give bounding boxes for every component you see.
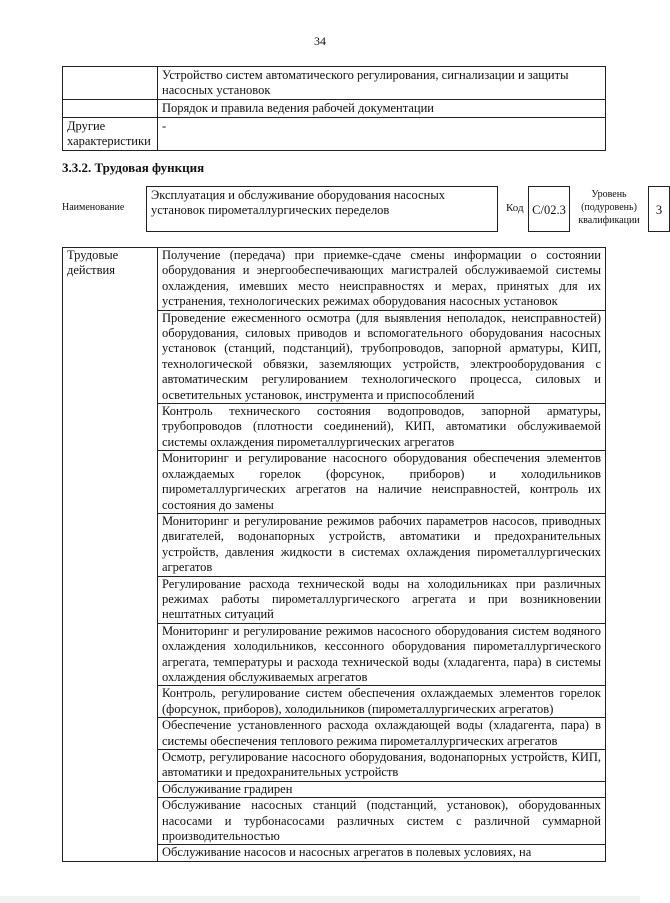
row-text: - <box>158 118 606 151</box>
section-title: 3.3.2. Трудовая функция <box>62 160 205 175</box>
function-header <box>62 186 663 234</box>
labor-action: Мониторинг и регулирование насосного оборудования обеспечения элементов охлаждаемых горелок (форсунок, приборов) и холодильников пирометаллургических агрегатов на наличие неисправностей, контроль их состояния до замены <box>158 451 606 514</box>
labor-action: Контроль, регулирование систем обеспечения охлаждаемых элементов горелок (форсунок, приборов), холодильников (пирометаллургических агрегатов) <box>158 686 606 718</box>
labor-action: Обслуживание насосов и насосных агрегатов в полевых условиях, на <box>158 845 606 861</box>
labor-action: Получение (передача) при приемке-сдаче смены информации о состоянии оборудования и энергообеспечивающих магистралей обслуживаемой системы охлаждения, имевших место неисправностях и мерах, принятых для их устранения, технологических режимах оборудования насосных установок <box>158 248 606 311</box>
table-row <box>63 67 606 100</box>
table-row <box>63 248 606 311</box>
actions-label: Трудовые действия <box>63 248 158 862</box>
labor-action: Проведение ежесменного осмотра (для выявления неполадок, неисправностей) оборудования, силовых приводов и вспомогательного оборудования насосных установок (станций, подстанций), трубопроводов, запорной арматуры, КИП, технологической обвязки, заземляющих устройств, электрооборудования с автоматическим регулированием технологического процесса, силовых и осветительных установок, инструмента и приспособлений <box>158 310 606 403</box>
knowledge-table <box>62 66 606 151</box>
labor-action: Обслуживание градирен <box>158 781 606 797</box>
labor-action: Осмотр, регулирование насосного оборудования, водонапорных устройств, КИП, автоматики и предохранительных устройств <box>158 750 606 782</box>
page-number: 34 <box>314 34 326 48</box>
function-name: Эксплуатация и обслуживание оборудования насосных установок пирометаллургических переделов <box>146 186 498 232</box>
row-label <box>63 100 158 118</box>
table-row <box>63 118 606 151</box>
row-text: Устройство систем автоматического регулирования, сигнализации и защиты насосных установок <box>158 67 606 100</box>
name-label: Наименование <box>62 202 125 213</box>
row-text: Порядок и правила ведения рабочей документации <box>158 100 606 118</box>
level-label: Уровень (подуровень) квалификации <box>578 189 640 226</box>
qualification-level: 3 <box>648 186 670 232</box>
labor-action: Обеспечение установленного расхода охлаждающей воды (хладагента, пара) в системы обеспечения теплового режима пирометаллургических агрегатов <box>158 718 606 750</box>
row-label <box>63 67 158 100</box>
labor-action: Контроль технического состояния водопроводов, запорной арматуры, трубопроводов (плотности соединений), КИП, автоматики обслуживаемой системы охлаждения пирометаллургических агрегатов <box>158 404 606 451</box>
function-code: С/02.3 <box>528 186 570 232</box>
labor-action: Обслуживание насосных станций (подстанций, установок), оборудованных насосами и турбонасосами различных систем с различной суммарной производительностью <box>158 798 606 845</box>
row-label: Другие характеристики <box>63 118 158 151</box>
labor-action: Мониторинг и регулирование режимов насосного оборудования систем водяного охлаждения холодильников, кессонного оборудования пирометаллургического агрегата, температуры и расхода технической воды (хладагента, пара) в системы охлаждения обслуживаемых агрегатов <box>158 623 606 686</box>
table-row <box>63 100 606 118</box>
labor-action: Мониторинг и регулирование режимов рабочих параметров насосов, приводных двигателей, водонапорных устройств, автоматики и предохранительных устройств, давления жидкости в системах охлаждения пирометаллургических агрегатов <box>158 513 606 576</box>
labor-action: Регулирование расхода технической воды на холодильниках при различных режимах работы пирометаллургического агрегата и при возникновении нештатных ситуаций <box>158 576 606 623</box>
labor-actions-table <box>62 247 606 862</box>
scan-edge <box>0 896 640 903</box>
code-label: Код <box>506 202 524 214</box>
